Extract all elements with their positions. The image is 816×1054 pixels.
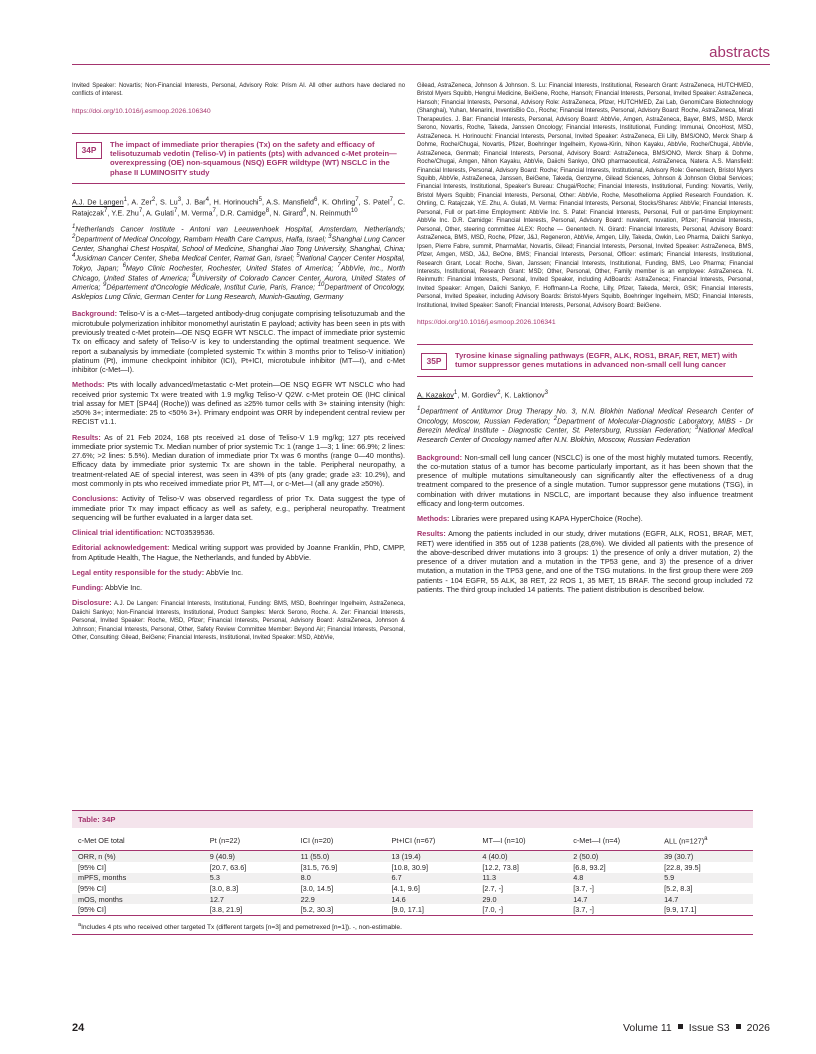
abstract-34p-heading <box>72 133 405 185</box>
table-cell: [9.0, 17.1] <box>391 905 424 915</box>
table-cell: 12.7 <box>204 894 295 905</box>
table-cell: ORR, n (%) <box>72 851 204 862</box>
table-row <box>72 883 753 894</box>
table-row <box>72 862 753 873</box>
table-cell: [5.2, 30.3] <box>300 905 334 915</box>
doi-link[interactable]: https://doi.org/10.1016/j.esmoop.2026.106341 <box>417 319 556 327</box>
table-row <box>72 894 753 905</box>
volume: Volume 11 <box>622 1022 672 1034</box>
column-header: c-Met—I (n=4) <box>567 828 658 851</box>
right-column <box>417 82 753 600</box>
background-section: Background: Non-small cell lung cancer (NSCLC) is one of the most highly mutated tumors. Recently, the co-mutation status of a tumor has become particularly important, as it has been shown that the presence of multiple mutations simultaneously can significantly alter the effectiveness of a drug treatment compared to the presence of a single mutation. Tumor suppressor gene mutations (TSG), in combination with driver mutations in NSCLC, are important because they also influence treatment efficacy and long-term outcomes. <box>417 452 753 508</box>
table-cell: 29.0 <box>476 894 567 905</box>
previous-doi-link[interactable]: https://doi.org/10.1016/j.esmoop.2026.106340 <box>72 107 211 115</box>
table-cell: [6.8, 93.2] <box>573 862 606 872</box>
table-cell: [22.8, 39.5] <box>664 862 701 872</box>
column-header: MT—I (n=10) <box>476 828 567 851</box>
table-cell: 13 (19.4) <box>386 851 477 862</box>
abstract-number: 35P <box>421 353 447 370</box>
table-cell: mPFS, months <box>72 873 204 884</box>
table-cell: 5.3 <box>204 873 295 884</box>
table-body <box>72 851 753 915</box>
disclosure-section: Disclosure: A.J. De Langen: Financial Interests, Institutional, Funding: BMS, MSD, Boehringer Ingelheim, AstraZeneca, Daiichi Sankyo; Non-Financial Interests, Institutional, Product Samples: Merck Serono, Roche. A. Zer: Financial Interests, Personal, Invited Speaker: Roche, MSD, Pfizer; Financial Interests, Personal, Advisory Board: AstraZeneca, Johnson & Johnson; Financial Interests, Personal, Other, Safety Review Committee Member: Beyond Air; Financial Interests, Personal, Other, Consulting: Gilead, BeiGene; Financial Interests, Institutional, Invited Speaker: MSD, AbbVie, <box>72 598 405 642</box>
table-cell: [20.7, 63.6] <box>209 862 247 872</box>
table-cell: 11 (55.0) <box>295 851 386 862</box>
column-header: c-Met OE total <box>72 828 204 851</box>
table-cell: [2.7, -] <box>482 884 504 893</box>
abstract-title: The impact of immediate prior therapies (Tx) on the safety and efficacy of telisotuzumab vedotin (Teliso-V) in patients (pts) with advanced c-Met protein—overexpressing (OE) non-squamous (NSQ) EGFR wildtype (WT) NSCLC in the phase II LUMINOSITY study <box>110 139 397 177</box>
table-caption: Table: 34P <box>72 811 753 828</box>
table-cell: 4.8 <box>567 873 658 884</box>
legal-entity: Legal entity responsible for the study: AbbVie Inc. <box>72 567 243 577</box>
section-header: abstracts <box>709 44 770 61</box>
abstract-35p-heading <box>417 344 753 377</box>
page-number: 24 <box>72 1022 85 1034</box>
table-cell: [95% CI] <box>78 884 106 893</box>
separator-square <box>736 1024 741 1029</box>
table-cell: [95% CI] <box>78 862 106 872</box>
table-grid <box>72 828 753 915</box>
table-cell: [4.1, 9.6] <box>391 884 420 893</box>
results-section: Results: As of 21 Feb 2024, 168 pts received ≥1 dose of Teliso-V 1.9 mg/kg; 127 pts received immediate prior systemic Tx. Median number of prior systemic Tx: 1 (range 1—3; 1 line: 66.9%; 2 lines: 27.6%; >2 lines: 5.5%). Median duration of immediate prior Tx was 6 months (range 0—40 months). Efficacy data by immediate prior systemic Tx are shown in the table. Peripheral neuropathy, a treatment-related AE of special interest, was seen in 43% of pts (any grade; grade ≥3: 10.2%), and most commonly in pts who received immediate prior Pt, MT—I, or c-Met—I (all any grade ≥50%). <box>72 432 406 488</box>
table-cell: 14.7 <box>658 894 753 905</box>
table-cell: 4 (40.0) <box>476 851 567 862</box>
funding: Funding: AbbVie Inc. <box>72 583 143 593</box>
table-cell: [9.9, 17.1] <box>664 905 697 915</box>
column-header: Pt (n=22) <box>204 828 295 851</box>
table-row <box>72 904 753 915</box>
table-cell: [3.0, 8.3] <box>209 884 239 893</box>
methods-section: Methods: Libraries were prepared using KAPA HyperChoice (Roche). <box>417 514 643 524</box>
conclusions-section: Conclusions: Activity of Teliso-V was observed regardless of prior Tx. Data suggest the type of immediate prior Tx may impact efficacy as well as safety, e.g., peripheral neuropathy. Treatment sequencing will be further evaluated in a larger data set. <box>72 494 406 522</box>
table-cell: [3.8, 21.9] <box>209 905 243 915</box>
column-header: Pt+ICI (n=67) <box>386 828 477 851</box>
table-cell: mOS, months <box>72 894 204 905</box>
previous-disclosure: Invited Speaker: Novartis; Non-Financial Interests, Personal, Advisory Role: Prism AI. All other authors have declared no conflicts of interest. <box>72 83 405 98</box>
table-cell: 9 (40.9) <box>204 851 295 862</box>
table-cell: [3.0, 14.5] <box>300 884 334 893</box>
table-cell: [12.2, 73.8] <box>482 862 519 872</box>
methods-section: Methods: Pts with locally advanced/metastatic c-Met protein—OE NSQ EGFR WT NSCLC who had received prior systemic Tx were treated with 1.9 mg/kg Teliso-V Q2W. c-Met protein OE (IHC clinical trial assay for MET [SP44] (Roche)) was defined as ≥25% tumor cells with 3+ staining intensity (high: ≥50% 3+; intermediate: 25 to <50% 3+). Primary endpoint was ORR by independent central review per RECIST v1.1. <box>72 380 405 427</box>
table-cell: [3.7, -] <box>573 905 594 915</box>
abstract-title: Tyrosine kinase signaling pathways (EGFR, ALK, ROS1, BRAF, RET, MET) with tumor suppressor genes mutations in advanced non-small cell lung cancer <box>455 350 738 370</box>
results-table <box>72 810 753 935</box>
table-cell: 5.9 <box>658 873 753 884</box>
table-cell: 14.7 <box>567 894 658 905</box>
background-section: Background: Teliso-V is a c-Met—targeted antibody-drug conjugate comprising telisotuzumab and the microtubule polymerization inhibitor monomethyl auristatin E payload; activity has been seen in pts with previously treated c-Met protein—OE NSQ EGFR WT NSCLC. The impact of immediate prior systemic Tx on efficacy and safety of Teliso-V is key to understanding the optimal treatment sequence. We report a subanalysis by immediate (completed systemic Tx within 3 months prior to Teliso-V initiation) platinum (Pt), immune checkpoint inhibitor (ICI), Pt+ICI, microtubule inhibitor (MT—I), and c-Met inhibitor (c-Met—I). <box>72 309 405 375</box>
table-header-row <box>72 828 753 851</box>
table-cell: [5.2, 8.3] <box>664 884 693 893</box>
abstract-number: 34P <box>76 142 102 159</box>
affiliations: $^1$Department of Antitumor Drug Therapy No. 3, N.N. Blokhin National Medical Research Center of Oncology, Moscow, Russian Federation; $^2$Department of Molecular-Diagnostic Laboratory, MIBS - Dr Berezin Medical Institute - Diagnostic Center, St. Petersburg, Russian Federation; $^3$National Medical Research Center of Oncology named after N.N. Blokhin, Moscow, Russian Federation <box>417 405 754 445</box>
table-cell: [10.8, 30.9] <box>391 862 429 872</box>
table-cell: [31.5, 76.9] <box>300 862 338 872</box>
table-cell: 8.0 <box>295 873 386 884</box>
issue: Issue S3 <box>688 1022 730 1034</box>
table-row <box>72 851 753 862</box>
column-header: ICI (n=20) <box>295 828 386 851</box>
separator-square <box>678 1024 683 1029</box>
table-cell: 39 (30.7) <box>658 851 753 862</box>
table-footnote: $^a$Includes 4 pts who received other targeted Tx (different targets [n=3] and pemetrexed [n=1]). -, non-estimable. <box>72 915 753 934</box>
table-cell: 14.6 <box>386 894 477 905</box>
continued-disclosure: Gilead, AstraZeneca, Johnson & Johnson. S. Lu: Financial Interests, Institutional, Research Grant: AstraZeneca, HUTCHMED, Bristol Myers Squibb, Hengrui Medicine, BeiGene, Roche, Hansoh; Financial Interests, Personal, Invited Speaker: AstraZeneca, Hansoh; Financial Interests, Personal, Advisory Role: AstraZeneca, Pfizer, HUTCHMED, Zai Lab, GenomiCare Biotechnology (Shanghai), Yuhan, Menarini, InventisBio Co., Roche; Financial Interests, Personal, Advisory Board: Roche, AstraZeneca, Mirati Therapeutics. J. Bar: Financial Interests, Personal, Advisory Board: AbbVie, Amgen, AstraZeneca, Bayer, BMS, MSD, Merck Serono, Novartis, Roche, Takeda, Janssen Oncology; Financial Interests, Institutional, Funding: Immunai, OncoHost, MSD, AstraZeneca. H. Horinouchi: Financial Interests, Personal, Invited Speaker: AstraZeneca, Eli Lilly, BMS/ONO, Merck Sharp & Dohme, Roche/Chugai, Novartis, Pfizer, Boehringer Ingelheim, Kyowa-Kirin, Nihon Kayaku, AbbVie, Roche/Chugai, AbbVie, AstraZeneca, Genmab; Financial Interests, Personal, Advisory Board: AstraZeneca, BMS/ONO, Merck Sharp & Dohme, Roche/Chugai, Amgen, Nihon Kayaku, AbbVie, Daiichi Sankyo, ONO pharmaceutical, AstraZeneca, Natera. A.S. Mansfield: Financial Interests, Personal, Advisory Board: Roche; Financial Interests, Institutional, Advisory Role: Genentech, Bristol Myers Squibb, AbbVie, AstraZeneca, Janssen, BeiGene, Takeda, Genzyme, Gilead Sciences, Johnson & Johnson Global Services; Financial Interests, Institutional, Speaker's Bureau: Chugai/Roche; Financial Interests, Institutional, Funding: Novartis, Verily, Bristol Myers Squibb; Financial Interests, Personal, Other: AbbVie, Roche, Mesothelioma Applied Research Foundation. K. Ohrling, C. Ratajczak, Y.E. Zhu, A. Gulati, M. Verma: Financial Interests, Personal, Stocks/Shares: AbbVie; Financial Interests, Personal, Full or part-time Employment: AbbVie Inc. S. Patel: Financial Interests, Personal, Full or part-time Employment: AbbVie Inc. D.R. Camidge: Financial Interests, Personal, Advisory Board: nuvalent, nuvation, Pfizer; Financial Interests, Personal, Other, steering committee ALEX: Roche — Genentech. N. Girard: Financial Interests, Personal, Advisory Board: AstraZeneca, BMS, MSD, Roche, Pfizer, J&J, Regeneron, AbbVie, Amgen, Lilly, Takeda, Owkin, Leo Pharma, Daiichi Sankyo, Ipsen, Pierre Fabre, summit, PharmaMar, Novartis, Gilead; Financial Interests, Personal, Invited Speaker: AstraZeneca, BMS, Pfizer, Amgen, MSD, J&J, BeOne, BMS; Financial Interests, Personal, Officer: estimark; Financial Interests, Institutional, Research Grant, Local: Roche, Sivan, Janssen; Financial Interests, Institutional, Funding, BMS, Leo Pharma; Financial Interests, Institutional, Research Grant: MSD; Other, Personal, Other, Family member is an employee: AstraZeneca. N. Reinmuth: Financial Interests, Personal, Invited Speaker, including AdBoards: AstraZeneca; Financial Interests, Personal, Invited Speaker: Amgen, Daiichi Sankyo, F. Hoffmann-La Roche, Lilly, Pfizer, Takeda, Merck, GSK; Financial Interests, Personal, Invited Speaker, including Advisory Boards: Bristol-Myers Squibb, Boehringer Ingelheim, MSD; Financial Interests, Institutional, Invited Speaker: Sanofi; Financial Interests, Personal, Advisory Board: BeiGene. <box>417 83 753 309</box>
left-column <box>72 82 405 643</box>
table-cell: [7.0, -] <box>482 905 504 915</box>
table-cell: 2 (50.0) <box>567 851 658 862</box>
table-cell: [3.7, -] <box>573 884 594 893</box>
issue-info <box>623 1022 770 1034</box>
editorial-acknowledgement: Editorial acknowledgement: Medical writing support was provided by Joanne Franklin, PhD, CMPP, from Aptitude Health, The Hague, the Netherlands, and funded by AbbVie. <box>72 543 406 562</box>
table-cell: [95% CI] <box>78 905 106 915</box>
results-section: Results: Among the patients included in our study, driver mutations (EGFR, ALK, ROS1, BRAF, MET, RET) were identified in 355 out of 1238 patients (28,6%). We divided all patients with the presence of the above-described driver mutations into 3 groups: 1) the presence of only a driver mutation, 2) the presence of a driver mutation and a mutation in the TP53 gene, and 3) the presence of a driver mutation, a mutation in the TP53 gene, and one of the TSG mutations. In the first group there were 269 patients - 104 EGFR, 55 ALK, 38 RET, 22 ROS 1, 35 MET, 15 BRAF. The second group included 72 patients. The third group included 14 patients. The patient distribution is described below. <box>417 529 754 594</box>
author-list: A. Kazakov$^1$, M. Gordiev$^2$, K. Laktionov$^3$ <box>417 388 549 400</box>
column-header: ALL (n=127)$^a$ <box>658 828 753 851</box>
table-cell: 11.3 <box>476 873 567 884</box>
author-list: A.J. De Langen$^1$, A. Zer$^2$, S. Lu$^3$, J. Bar$^4$, H. Horinouchi$^5$, A.S. Mansfield$^6$, K. Ohrling$^7$, S. Patel$^7$, C. Ratajczak$^7$, Y.E. Zhu$^7$, A. Gulati$^7$, M. Verma$^7$, D.R. Camidge$^8$, N. Girard$^9$, N. Reinmuth$^{10}$ <box>72 196 405 218</box>
header-rule <box>72 64 770 65</box>
affiliations: $^1$Netherlands Cancer Institute - Antoni van Leeuwenhoek Hospital, Amsterdam, Netherlands; $^2$Department of Medical Oncology, Rambam Health Care Campus, Haifa, Israel; $^3$Shanghai Lung Cancer Center, Shanghai Chest Hospital, School of Medicine, Shanghai Jiao Tong University, Shanghai, China; $^4$Jusidman Cancer Center, Sheba Medical Center, Ramat Gan, Israel; $^5$National Cancer Center Hospital, Tokyo, Japan; $^6$Mayo Clinic Rochester, Rochester, United States of America; $^7$AbbVie, Inc., North Chicago, United States of America; $^8$University of Colorado Cancer Center, Aurora, United States of America; $^9$Département d'Oncologie Médicale, Institut Curie, Paris, France; $^{10}$Department of Oncology, Asklepios Lung Clinic, German Center for Lung Research, Munich-Gauting, Germany <box>72 224 406 302</box>
year: 2026 <box>746 1022 770 1034</box>
table-cell: 22.9 <box>295 894 386 905</box>
table-row <box>72 873 753 884</box>
trial-identification: Clinical trial identification: NCT03539536. <box>72 528 215 538</box>
table-cell: 6.7 <box>386 873 477 884</box>
